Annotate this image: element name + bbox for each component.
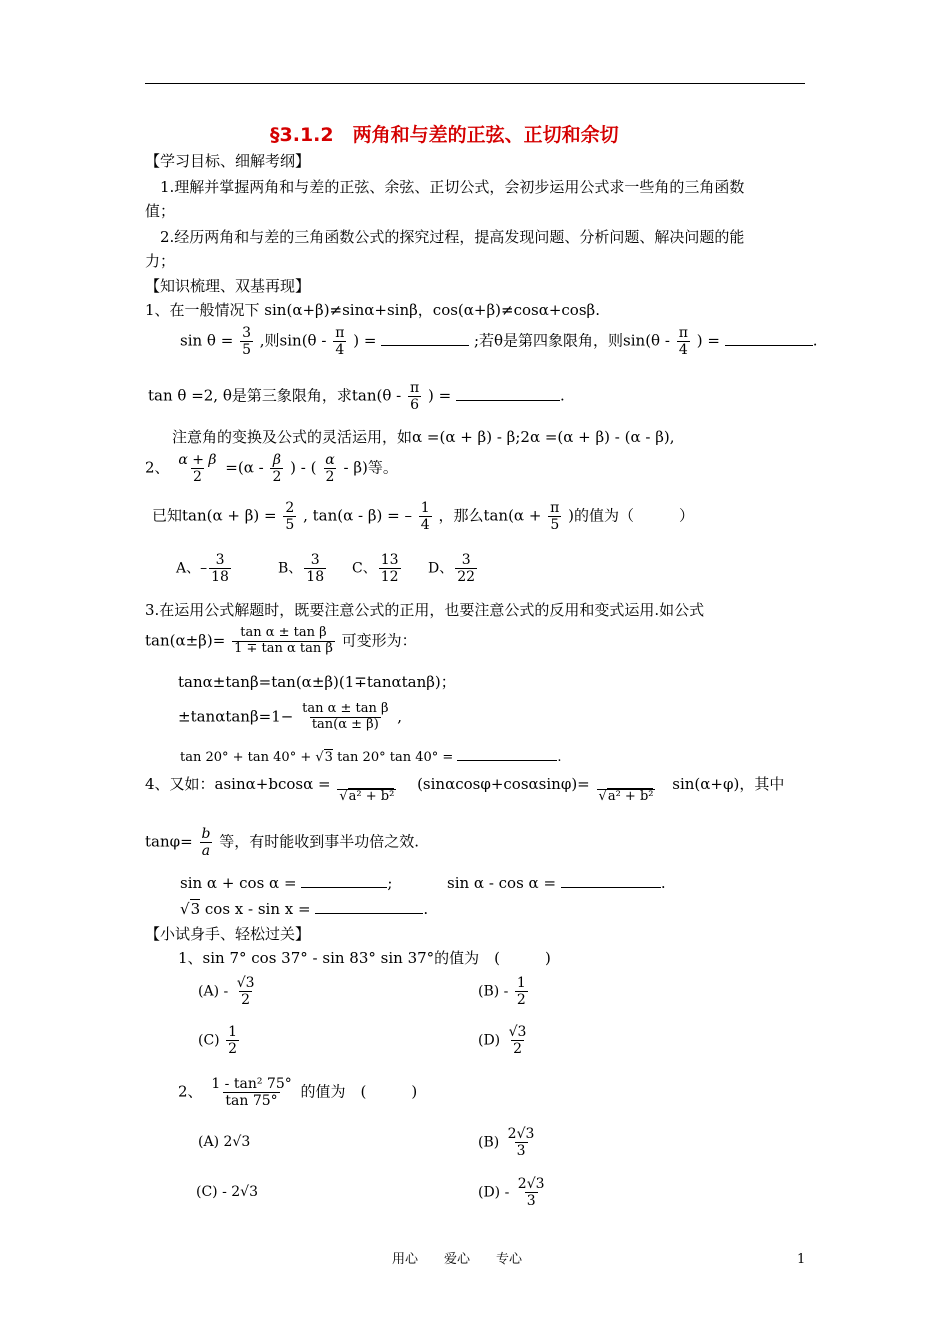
sqrt3-cos-exercise: √3 cos x - sin x = . bbox=[180, 900, 429, 918]
answer-blank[interactable] bbox=[457, 760, 557, 761]
question-1: 1、sin 7° cos 37° - sin 83° sin 37°的值为 ( ) bbox=[178, 949, 551, 967]
tan-sum-formula: tan(α±β)= $\frac{\text{tan α ± tan β}}{\text{1 ∓ tan α tan β}}$ 可变形为： bbox=[145, 625, 417, 656]
answer-blank[interactable] bbox=[315, 913, 423, 914]
angle-transform-formula: 2、 $\frac{\alpha + \beta}{2}$ =(α - $\frac{\beta}{2}$ ) - ( $\frac{\alpha}{2}$ - β)等。 bbox=[145, 452, 398, 486]
q2-choice-c[interactable]: (C) - 2√3 bbox=[196, 1184, 259, 1200]
choice-a[interactable]: A、– $\frac{3}{18}$ bbox=[176, 552, 229, 586]
q2-choice-d[interactable]: (D) - $\frac{2√3}{3}$ bbox=[478, 1176, 545, 1210]
knowledge-point-1: 1、在一般情况下 sin(α+β)≠sinα+sinβ，cos(α+β)≠cosα+cosβ. bbox=[145, 301, 600, 319]
q1-choice-a[interactable]: (A) - $\frac{√3}{2}$ bbox=[198, 975, 255, 1009]
test-heading: 【小试身手、轻松过关】 bbox=[145, 925, 311, 943]
goal-item-2: 2.经历两角和与差的三角函数公式的探究过程，提高发现问题、分析问题、解决问题的能 bbox=[160, 228, 745, 246]
goal-item-1: 1.理解并掌握两角和与差的正弦、余弦、正切公式，会初步运用公式求一些角的三角函数 bbox=[160, 178, 745, 196]
sin-plus-cos-exercise: sin α + cos α = ; bbox=[180, 874, 393, 892]
q1-choice-b[interactable]: (B) - $\frac{1}{2}$ bbox=[478, 975, 526, 1009]
question-2: 2、 $\frac{\text{1 - tan² 75°}}{\tan 75^\circ}$ 的值为 ( ) bbox=[178, 1076, 418, 1110]
q2-choice-b[interactable]: (B) $\frac{2√3}{3}$ bbox=[478, 1126, 535, 1160]
answer-blank[interactable] bbox=[456, 400, 560, 401]
answer-blank[interactable] bbox=[561, 887, 661, 888]
knowledge-heading: 【知识梳理、双基再现】 bbox=[145, 277, 311, 295]
knowledge-point-3: 3.在运用公式解题时，既要注意公式的正用，也要注意公式的反用和变式运用.如公式 bbox=[145, 601, 705, 619]
choice-d[interactable]: D、 $\frac{3}{22}$ bbox=[428, 552, 476, 586]
top-rule bbox=[145, 83, 805, 84]
tan-transform-1: tanα±tanβ=tan(α±β)(1∓tanαtanβ)； bbox=[178, 673, 456, 691]
q1-choice-d[interactable]: (D) $\frac{√3}{2}$ bbox=[478, 1024, 527, 1058]
goals-heading: 【学习目标、细解考纲】 bbox=[145, 152, 311, 170]
auxiliary-angle-formula: 4、又如：asinα+bcosα = √a² + b² (sinαcosφ+cosαsinφ)= √a² + b² sin(α+φ)，其中 bbox=[145, 775, 785, 804]
tan-exercise: tan 20° + tan 40° + √3 tan 20° tan 40° = . bbox=[180, 750, 562, 765]
q2-choice-a[interactable]: (A) 2√3 bbox=[198, 1134, 251, 1150]
example-question: 已知tan(α + β) = $\frac{2}{5}$ , tan(α - β) = – $\frac{1}{4}$ ，那么tan(α + $\frac{\pi}{5}$ )的值为（ ） bbox=[152, 500, 695, 534]
formula-line-sin: sin θ = $\frac{3}{5}$ ,则sin(θ - $\frac{\pi}{4}$ ) = ;若θ是第四象限角，则sin(θ - $\frac{\pi}{4}$ ) = . bbox=[180, 325, 818, 359]
page-number: 1 bbox=[797, 1252, 806, 1267]
tan-phi-line: tanφ= $\frac{b}{a}$ 等，有时能收到事半功倍之效. bbox=[145, 826, 420, 860]
choice-c[interactable]: C、 $\frac{13}{12}$ bbox=[352, 552, 399, 586]
answer-blank[interactable] bbox=[725, 345, 813, 346]
choice-b[interactable]: B、 $\frac{3}{18}$ bbox=[278, 552, 325, 586]
angle-transform-note: 注意角的变换及公式的灵活运用，如α =(α + β) - β;2α =(α + β) - (α - β), bbox=[172, 428, 675, 446]
footer-motto: 用心 爱心 专心 bbox=[392, 1252, 523, 1267]
answer-blank[interactable] bbox=[301, 887, 387, 888]
goal-item-1-cont: 值； bbox=[145, 202, 176, 220]
formula-line-tan: tan θ =2, θ是第三象限角，求tan(θ - $\frac{\pi}{6}$ ) = . bbox=[148, 380, 565, 414]
answer-blank[interactable] bbox=[381, 345, 469, 346]
tan-transform-2: ±tanαtanβ=1− $\frac{\text{tan α ± tan β}}{\tan(\alpha \pm \beta)}$ , bbox=[178, 701, 403, 732]
page-title: §3.1.2 两角和与差的正弦、正切和余切 bbox=[270, 124, 619, 146]
q1-choice-c[interactable]: (C) $\frac{1}{2}$ bbox=[198, 1024, 238, 1058]
goal-item-2-cont: 力； bbox=[145, 252, 176, 270]
sin-minus-cos-exercise: sin α - cos α = . bbox=[447, 874, 666, 892]
